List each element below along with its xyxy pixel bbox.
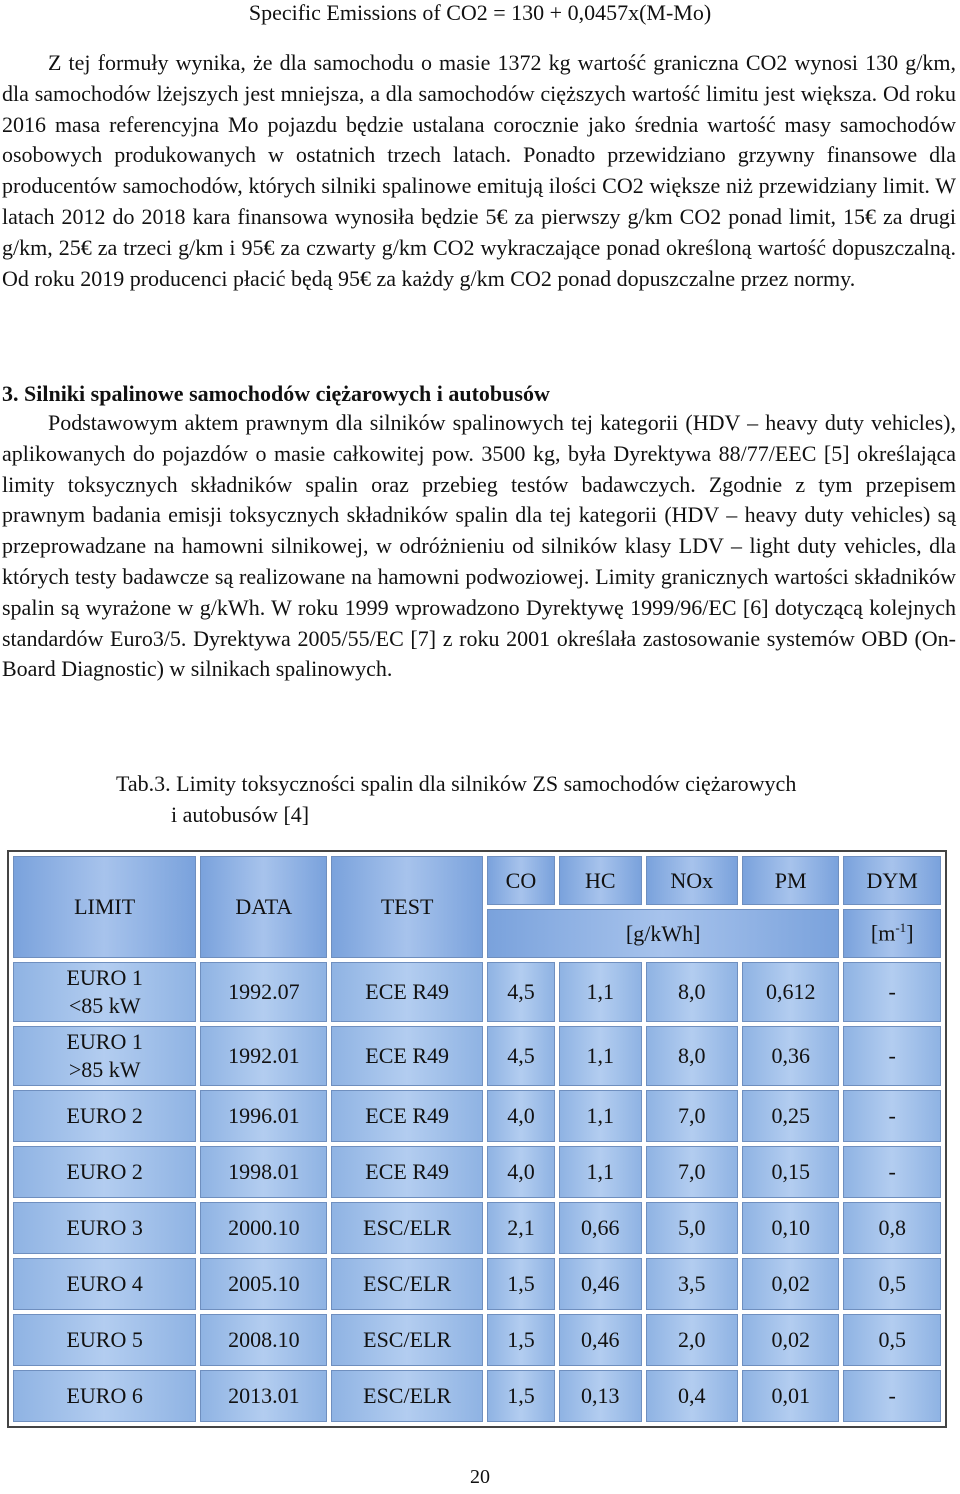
paragraph-hdv: Podstawowym aktem prawnym dla silników spalinowych tej kategorii (HDV – heavy duty vehicles), aplikowanych do pojazdów o masie całkowitej pow. 3500 kg, była Dyrektywa 88/77/EEC [5] określająca limity toksycznych składników spalin oraz przebieg testów badawczych. Zgodnie z tym przepisem prawnym badania emisji toksycznych składników spalin dla tej kategorii (HDV – heavy duty vehicles) są przeprowadzane na hamowni silnikowej, w odróżnieniu od silników klasy LDV – light duty vehicles, dla których testy badawcze są realizowane na hamowni podwoziowej. Limity granicznych wartości składników spalin są wyrażone w g/kWh. W roku 1999 wprowadzono Dyrektywę 1999/96/EC [6] dotyczącą kolejnych standardów Euro3/5. Dyrektywa 2005/55/EC [7] z roku 2001 określała zastosowanie systemów OBD (On-Board Diagnostic) w silnikach spalinowych. xyxy=(2,410,956,682)
cell-limit xyxy=(13,1146,196,1198)
cell-co: 1,5 xyxy=(487,1258,555,1310)
cell-co: 4,0 xyxy=(487,1146,555,1198)
cell-test: ECE R49 xyxy=(331,1090,483,1142)
cell-limit-line: EURO 5 xyxy=(66,1327,143,1352)
cell-limit xyxy=(13,1026,196,1086)
header-unit-gkwh: [g/kWh] xyxy=(487,909,839,958)
cell-nox: 2,0 xyxy=(646,1314,738,1366)
header-hc: HC xyxy=(559,856,642,905)
cell-nox: 5,0 xyxy=(646,1202,738,1254)
cell-data: 1998.01 xyxy=(200,1146,327,1198)
table-caption xyxy=(116,768,956,830)
cell-pm: 0,01 xyxy=(742,1370,839,1422)
cell-pm: 0,15 xyxy=(742,1146,839,1198)
header-pm: PM xyxy=(742,856,839,905)
cell-nox: 8,0 xyxy=(646,962,738,1022)
cell-dym: - xyxy=(843,1090,941,1142)
table-row xyxy=(13,1314,941,1366)
header-co: CO xyxy=(487,856,555,905)
cell-nox: 0,4 xyxy=(646,1370,738,1422)
cell-data: 2000.10 xyxy=(200,1202,327,1254)
cell-limit-line: EURO 1 xyxy=(66,1029,143,1054)
cell-test: ESC/ELR xyxy=(331,1314,483,1366)
cell-limit-line: EURO 2 xyxy=(66,1159,143,1184)
cell-co: 2,1 xyxy=(487,1202,555,1254)
header-limit: LIMIT xyxy=(13,856,196,958)
cell-data: 2013.01 xyxy=(200,1370,327,1422)
table-row xyxy=(13,1370,941,1422)
table-row xyxy=(13,1202,941,1254)
header-nox: NOx xyxy=(646,856,738,905)
cell-nox: 7,0 xyxy=(646,1090,738,1142)
cell-hc: 1,1 xyxy=(559,962,642,1022)
cell-hc: 0,66 xyxy=(559,1202,642,1254)
cell-limit xyxy=(13,1370,196,1422)
cell-nox: 3,5 xyxy=(646,1258,738,1310)
emission-limits-table xyxy=(7,850,947,1428)
header-data: DATA xyxy=(200,856,327,958)
cell-pm: 0,36 xyxy=(742,1026,839,1086)
cell-test: ECE R49 xyxy=(331,1026,483,1086)
cell-pm: 0,612 xyxy=(742,962,839,1022)
cell-limit xyxy=(13,1258,196,1310)
cell-dym: - xyxy=(843,1146,941,1198)
cell-limit-line: EURO 3 xyxy=(66,1215,143,1240)
cell-limit xyxy=(13,1090,196,1142)
cell-limit xyxy=(13,1202,196,1254)
cell-hc: 1,1 xyxy=(559,1090,642,1142)
table-row xyxy=(13,1146,941,1198)
cell-test: ESC/ELR xyxy=(331,1258,483,1310)
table-row xyxy=(13,1090,941,1142)
cell-hc: 0,46 xyxy=(559,1314,642,1366)
cell-hc: 1,1 xyxy=(559,1146,642,1198)
page-number: 20 xyxy=(470,1466,490,1488)
cell-dym: - xyxy=(843,1026,941,1086)
cell-dym: - xyxy=(843,1370,941,1422)
cell-co: 1,5 xyxy=(487,1370,555,1422)
cell-hc: 1,1 xyxy=(559,1026,642,1086)
cell-limit xyxy=(13,962,196,1022)
cell-dym: 0,5 xyxy=(843,1258,941,1310)
cell-data: 2008.10 xyxy=(200,1314,327,1366)
table-body xyxy=(13,962,941,1422)
cell-data: 1992.07 xyxy=(200,962,327,1022)
cell-limit-line: <85 kW xyxy=(68,993,141,1018)
formula: Specific Emissions of CO2 = 130 + 0,0457x(M-Mo) xyxy=(248,0,712,25)
header-dym: DYM xyxy=(843,856,941,905)
table-caption-line2: i autobusów [4] xyxy=(171,802,310,827)
cell-test: ECE R49 xyxy=(331,1146,483,1198)
cell-limit-line: >85 kW xyxy=(68,1057,141,1082)
cell-co: 4,5 xyxy=(487,1026,555,1086)
header-test: TEST xyxy=(331,856,483,958)
cell-hc: 0,46 xyxy=(559,1258,642,1310)
cell-nox: 8,0 xyxy=(646,1026,738,1086)
cell-pm: 0,25 xyxy=(742,1090,839,1142)
header-unit-dym: $[m^{-1}]$ xyxy=(843,909,941,958)
cell-test: ECE R49 xyxy=(331,962,483,1022)
cell-limit-line: EURO 6 xyxy=(66,1383,143,1408)
table-caption-line1: Tab.3. Limity toksyczności spalin dla silników ZS samochodów ciężarowych xyxy=(116,771,797,796)
cell-test: ESC/ELR xyxy=(331,1202,483,1254)
cell-data: 1992.01 xyxy=(200,1026,327,1086)
cell-limit-line: EURO 4 xyxy=(66,1271,143,1296)
section-heading: 3. Silniki spalinowe samochodów ciężarowych i autobusów xyxy=(2,381,550,406)
cell-limit-line: EURO 1 xyxy=(66,965,143,990)
cell-limit xyxy=(13,1314,196,1366)
paragraph-co2-limits: Z tej formuły wynika, że dla samochodu o masie 1372 kg wartość graniczna CO2 wynosi 130 g/km, dla samochodów lżejszych jest mniejsza, a dla samochodów cięższych wartość limitu jest większa. Od roku 2016 masa referencyjna Mo pojazdu będzie ustalana corocznie jako średnia wartość masy samochodów osobowych produkowanych w ostatnich trzech latach. Ponadto przewidziano grzywny finansowe dla producentów samochodów, których silniki spalinowe emitują ilości CO2 większe niż przewidziany limit. W latach 2012 do 2018 kara finansowa wynosiła będzie 5€ za pierwszy g/km CO2 ponad limit, 15€ za drugi g/km, 25€ za trzeci g/km i 95€ za czwarty g/km CO2 wykraczające ponad określoną wartość dopuszczalną. Od roku 2019 producenci płacić będą 95€ za każdy g/km CO2 ponad dopuszczalne przez normy. xyxy=(2,50,956,291)
cell-nox: 7,0 xyxy=(646,1146,738,1198)
cell-limit-line: EURO 2 xyxy=(66,1103,143,1128)
cell-data: 2005.10 xyxy=(200,1258,327,1310)
cell-dym: - xyxy=(843,962,941,1022)
cell-hc: 0,13 xyxy=(559,1370,642,1422)
cell-co: 1,5 xyxy=(487,1314,555,1366)
cell-test: ESC/ELR xyxy=(331,1370,483,1422)
cell-dym: 0,8 xyxy=(843,1202,941,1254)
cell-pm: 0,10 xyxy=(742,1202,839,1254)
cell-co: 4,0 xyxy=(487,1090,555,1142)
cell-pm: 0,02 xyxy=(742,1314,839,1366)
table-header-row xyxy=(13,856,941,905)
table-row xyxy=(13,1258,941,1310)
table-row xyxy=(13,1026,941,1086)
cell-pm: 0,02 xyxy=(742,1258,839,1310)
table-row xyxy=(13,962,941,1022)
cell-data: 1996.01 xyxy=(200,1090,327,1142)
cell-co: 4,5 xyxy=(487,962,555,1022)
cell-dym: 0,5 xyxy=(843,1314,941,1366)
